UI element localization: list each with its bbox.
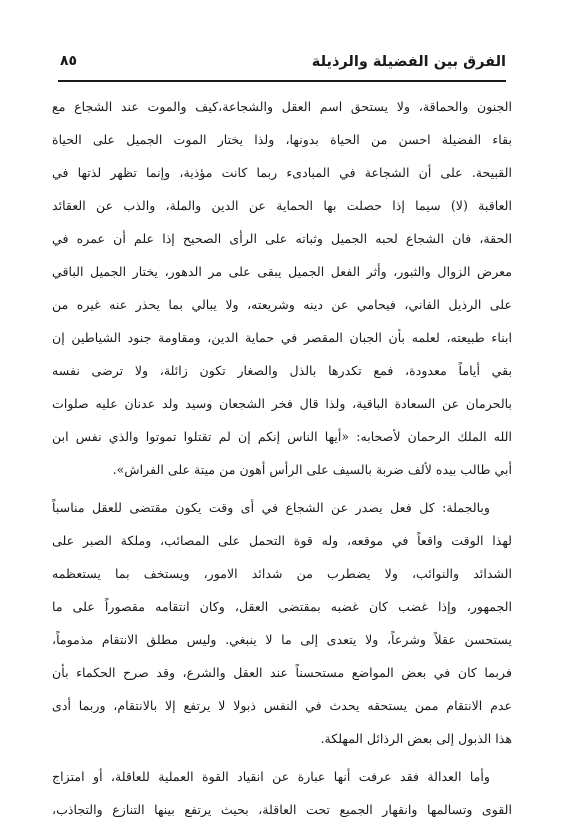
text-line: فربما كان في بعض المواضع مستحسناً عند العقل والشرع، وقد صرح الحكماء بأن [52,665,512,680]
text-line: على الرذيل الفاني، فيحامي عن دينه وشريعته، ولا يبالي بما يحذر عنه غيره من [52,297,512,312]
text-line: معرض الزوال والثبور، وأثر الفعل الجميل يبقى على مر الدهور، يختار الجميل الباقي [52,264,512,279]
text-line: عدم الانتقام ممن يستحقه يحدث في النفس ذبولا لا يرتفع إلا بالانتقام، وربما أدى [52,698,512,713]
text-line: بالحرمان عن السعادة الباقية، ولذا قال فخر الشجعان وسيد ولد عدنان عليه صلوات [52,396,512,411]
text-line: هذا الذبول إلى بعض الرذائل المهلكة. [320,731,512,746]
paragraph [52,491,512,755]
text-line: أبي طالب بيده لألف ضربة بالسيف على الرأس أهون من ميتة على الفراش». [112,462,512,477]
text-line: الله الملك الرحمان لأصحابه: «أيها الناس إنكم إن لم تقتلوا تموتوا والذي نفس ابن [52,429,512,444]
paragraph [52,90,512,486]
text-line: بقاء الفضيلة احسن من الحياة بدونها، ولذا يختار الموت الجميل على الحياة [52,132,512,147]
text-line: وأما العدالة فقد عرفت أنها عبارة عن انقياد القوة العملية للعاقلة، أو امتزاج [52,769,490,784]
text-line: الجمهور، وإذا غضب كان غضبه بمقتضى العقل، وكان انتقامه مقصوراً على ما [52,599,512,614]
text-line: ابناء طبيعته، لعلمه بأن الجبان المقصر في حماية الدين، ومقاومة جنود الشياطين إن [52,330,512,345]
text-line: لهذا الوقت واقعاً في موقعه، وله قوة التحمل على المصائب، وملكة الصبر على [52,533,512,548]
text-line: الجنون والحماقة، ولا يستحق اسم العقل والشجاعة،كيف والموت عند الشجاع مع [52,99,512,114]
running-title: الفرق بين الفضيلة والرذيلة [311,54,506,70]
text-line: العاقبة (لا) سيما إذا حصلت بها الحماية عن الدين والملة، والذب عن العقائد [52,198,512,213]
text-line: القوى وتسالمها وانقهار الجميع تحت العاقلة، بحيث يرتفع بينها التنازع والتجاذب، [52,802,512,817]
body-text [52,90,512,826]
paragraph [52,760,512,826]
text-line: بقي أياماً معدودة، فمع تكدرها بالذل والصغار تكون زائلة، ولا ترضى نفسه [52,363,512,378]
page-number: ٨٥ [60,53,78,69]
text-line: القبيحة. على أن الشجاعة في المبادىء ربما كانت مؤذية، وإنما تظهر لذتها في [52,165,512,180]
text-line: الحقة، فان الشجاع لحبه الجميل وثباته على الرأى الصحيح إذا علم أن عمره في [52,231,512,246]
page-header [58,44,506,82]
text-line: وبالجملة: كل فعل يصدر عن الشجاع في أى وقت يكون مقتضى للعقل مناسباً [52,500,490,515]
text-line: يستحسن عقلاً وشرعاً، ولا يتعدى إلى ما لا ينبغي. وليس مطلق الانتقام مذموماً، [52,632,512,647]
text-line: الشدائد والنوائب، ولا يضطرب من شدائد الامور، ويستخف بما يستعظمه [52,566,512,581]
